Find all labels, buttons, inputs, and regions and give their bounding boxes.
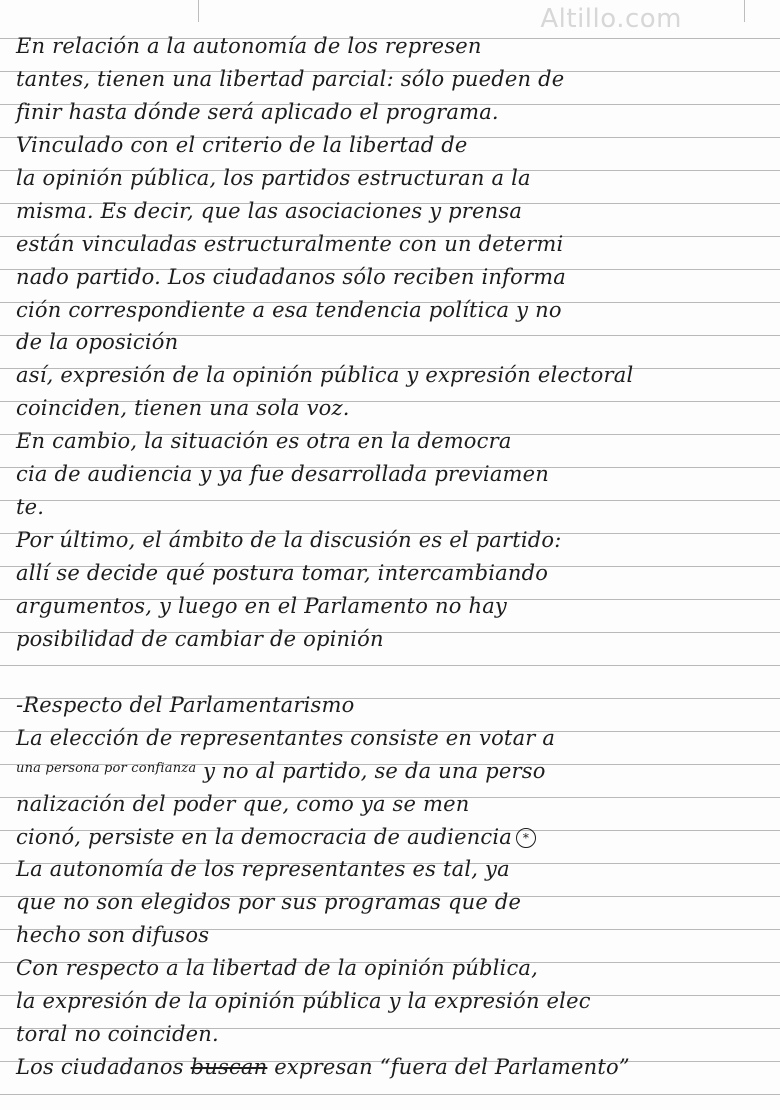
text-line: ción correspondiente a esa tendencia política y no	[16, 297, 562, 322]
text-line: están vinculadas estructuralmente con un determi	[16, 231, 564, 256]
margin-rule	[198, 0, 199, 22]
text-line	[16, 1051, 761, 1084]
footnote-mark: *	[516, 828, 536, 848]
text-line: toral no coinciden.	[16, 1022, 219, 1047]
text-line: que no son elegidos por sus programas que de	[16, 890, 522, 915]
watermark: Altillo.com	[540, 4, 682, 34]
handwritten-text	[16, 30, 761, 1084]
text-fragment: y no al partido, se da una perso	[203, 758, 546, 783]
inserted-note: una persona por confianza	[16, 760, 197, 776]
text-line: allí se decide qué postura tomar, intercambiando	[16, 561, 549, 585]
text-line: de la oposición	[16, 330, 179, 355]
margin-rule-right	[744, 0, 745, 22]
text-fragment: “fuera del Parlamento”	[379, 1055, 630, 1080]
struck-word: buscan	[190, 1055, 268, 1080]
text-line: cia de audiencia y ya fue desarrollada previamen	[16, 462, 550, 487]
text-line: te.	[16, 495, 45, 520]
text-line	[16, 755, 761, 788]
text-line: argumentos, y luego en el Parlamento no hay	[16, 593, 507, 618]
text-line: tantes, tienen una libertad parcial: sólo pueden de	[16, 66, 565, 91]
text-line: nado partido. Los ciudadanos sólo reciben informa	[16, 264, 567, 289]
text-line	[16, 821, 761, 854]
text-line: En cambio, la situación es otra en la democra	[16, 429, 512, 454]
text-line: hecho son difusos	[16, 923, 210, 948]
text-line: Vinculado con el criterio de la libertad de	[16, 132, 468, 157]
text-line: misma. Es decir, que las asociaciones y prensa	[16, 198, 523, 223]
text-line: La autonomía de los representantes es tal, ya	[16, 857, 510, 882]
text-line: así, expresión de la opinión pública y expresión electoral	[16, 363, 634, 388]
text-line: la opinión pública, los partidos estructuran a la	[16, 165, 531, 190]
text-fragment: cionó, persiste en la democracia de audiencia	[16, 824, 513, 849]
text-fragment: expresan	[274, 1055, 373, 1080]
blank-line	[16, 656, 761, 689]
text-line: En relación a la autonomía de los represen	[16, 34, 482, 58]
text-line: la expresión de la opinión pública y la expresión elec	[16, 989, 591, 1014]
text-line: Por último, el ámbito de la discusión es el partido:	[16, 528, 562, 553]
text-line: La elección de representantes consiste en votar a	[16, 725, 556, 750]
text-line: coinciden, tienen una sola voz.	[16, 396, 350, 421]
text-line: nalización del poder que, como ya se men	[16, 791, 470, 816]
section-heading: -Respecto del Parlamentarismo	[16, 692, 355, 717]
text-line: Con respecto a la libertad de la opinión pública,	[16, 956, 539, 981]
text-fragment: Los ciudadanos	[16, 1055, 184, 1080]
text-line: finir hasta dónde será aplicado el programa.	[16, 99, 499, 124]
text-line: posibilidad de cambiar de opinión	[16, 626, 384, 651]
